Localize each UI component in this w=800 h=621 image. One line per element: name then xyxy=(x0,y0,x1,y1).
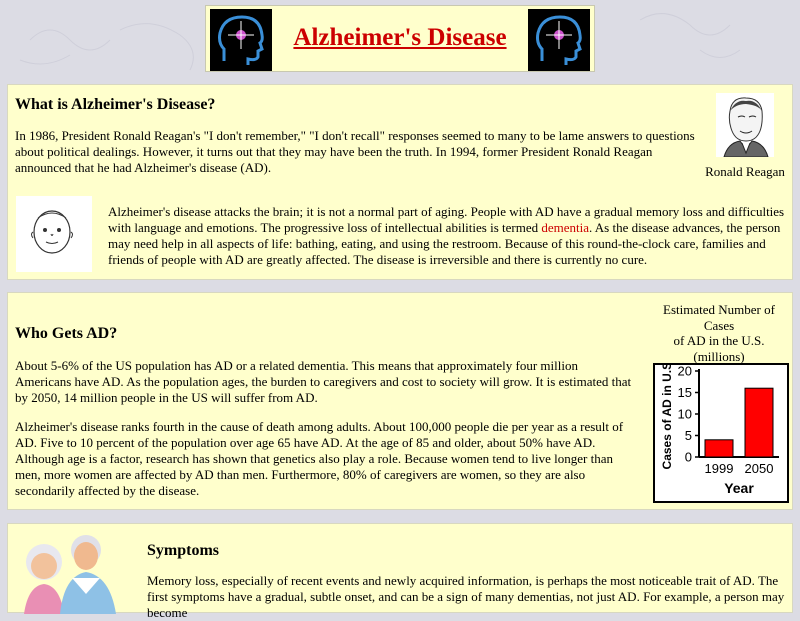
y-tick-label: 15 xyxy=(677,385,692,400)
chart-svg xyxy=(653,363,789,503)
section-who-gets-ad xyxy=(7,292,793,510)
paragraph: Alzheimer's disease attacks the brain; it is not a normal part of aging. People with AD have a gradual memory loss and difficulties with language and emotions. The progressive loss of intellectual abilities is termed dementia. As the disease advances, the person may need help in all aspects of life: bathing, eating, and using the restroom. Because of this round-the-clock care, families and friends of people with AD are greatly affected. The disease is irreversible and there is currently no cure. xyxy=(108,204,785,267)
reagan-portrait xyxy=(716,93,774,157)
paragraph: In 1986, President Ronald Reagan's "I don't remember," "I don't recall" responses seemed to many to be lame answers to questions about political dealings. However, it turns out that they may have been the truth. In 1994, former President Ronald Reagan announced that he had Alzheimer's disease (AD). xyxy=(15,128,695,175)
page-header xyxy=(205,5,595,72)
photo-caption: Ronald Reagan xyxy=(705,164,785,179)
section-heading: What is Alzheimer's Disease? xyxy=(15,96,216,113)
y-tick-label: 5 xyxy=(684,428,692,443)
y-tick-label: 20 xyxy=(677,363,692,379)
x-axis-label: Year xyxy=(724,480,754,496)
chart-bar xyxy=(705,440,733,457)
x-tick-label: 2050 xyxy=(744,461,774,476)
paragraph: Memory loss, especially of recent events and newly acquired information, is perhaps the most noticeable trait of AD. The first symptoms have a gradual, subtle onset, and can be a sign of many dementias, not just AD. For example, a person may become xyxy=(147,573,785,620)
y-tick-label: 10 xyxy=(677,406,692,422)
section-what-is-ad xyxy=(7,84,793,280)
chart-bar xyxy=(745,388,773,457)
x-tick-label: 1999 xyxy=(704,461,734,476)
ad-cases-chart xyxy=(653,363,789,508)
elderly-couple-illustration xyxy=(14,528,142,614)
baby-face-illustration xyxy=(16,196,92,272)
y-axis-label: Cases of AD in U.S. xyxy=(660,363,674,470)
section-heading: Who Gets AD? xyxy=(15,325,118,342)
section-heading: Symptoms xyxy=(147,542,220,559)
page-title[interactable]: Alzheimer's Disease xyxy=(293,24,507,51)
paragraph: Alzheimer's disease ranks fourth in the cause of death among adults. About 100,000 people die per year as a result of AD. Five to 10 percent of the population over age 65 have AD. At the age of 85 and older, about 50% have AD. Although age is a factor, research has shown that genetics also play a role. Because women tend to live longer than men, more women are affected by AD than men. Furthermore, 80% of caregivers are women, so they are also secondarily affected by the disease. xyxy=(15,419,624,498)
y-tick-label: 0 xyxy=(684,449,692,465)
paragraph: About 5-6% of the US population has AD or a related dementia. This means that approximately four million Americans have AD. As the population ages, the burden to caregivers and cost to society will grow. It is estimated that by 2050, 14 million people in the US will suffer from AD. xyxy=(15,358,632,405)
brain-head-icon xyxy=(528,9,590,71)
dementia-link[interactable]: dementia xyxy=(541,220,590,235)
chart-caption: Estimated Number of Cases of AD in the U.S. (millions) xyxy=(663,302,775,364)
